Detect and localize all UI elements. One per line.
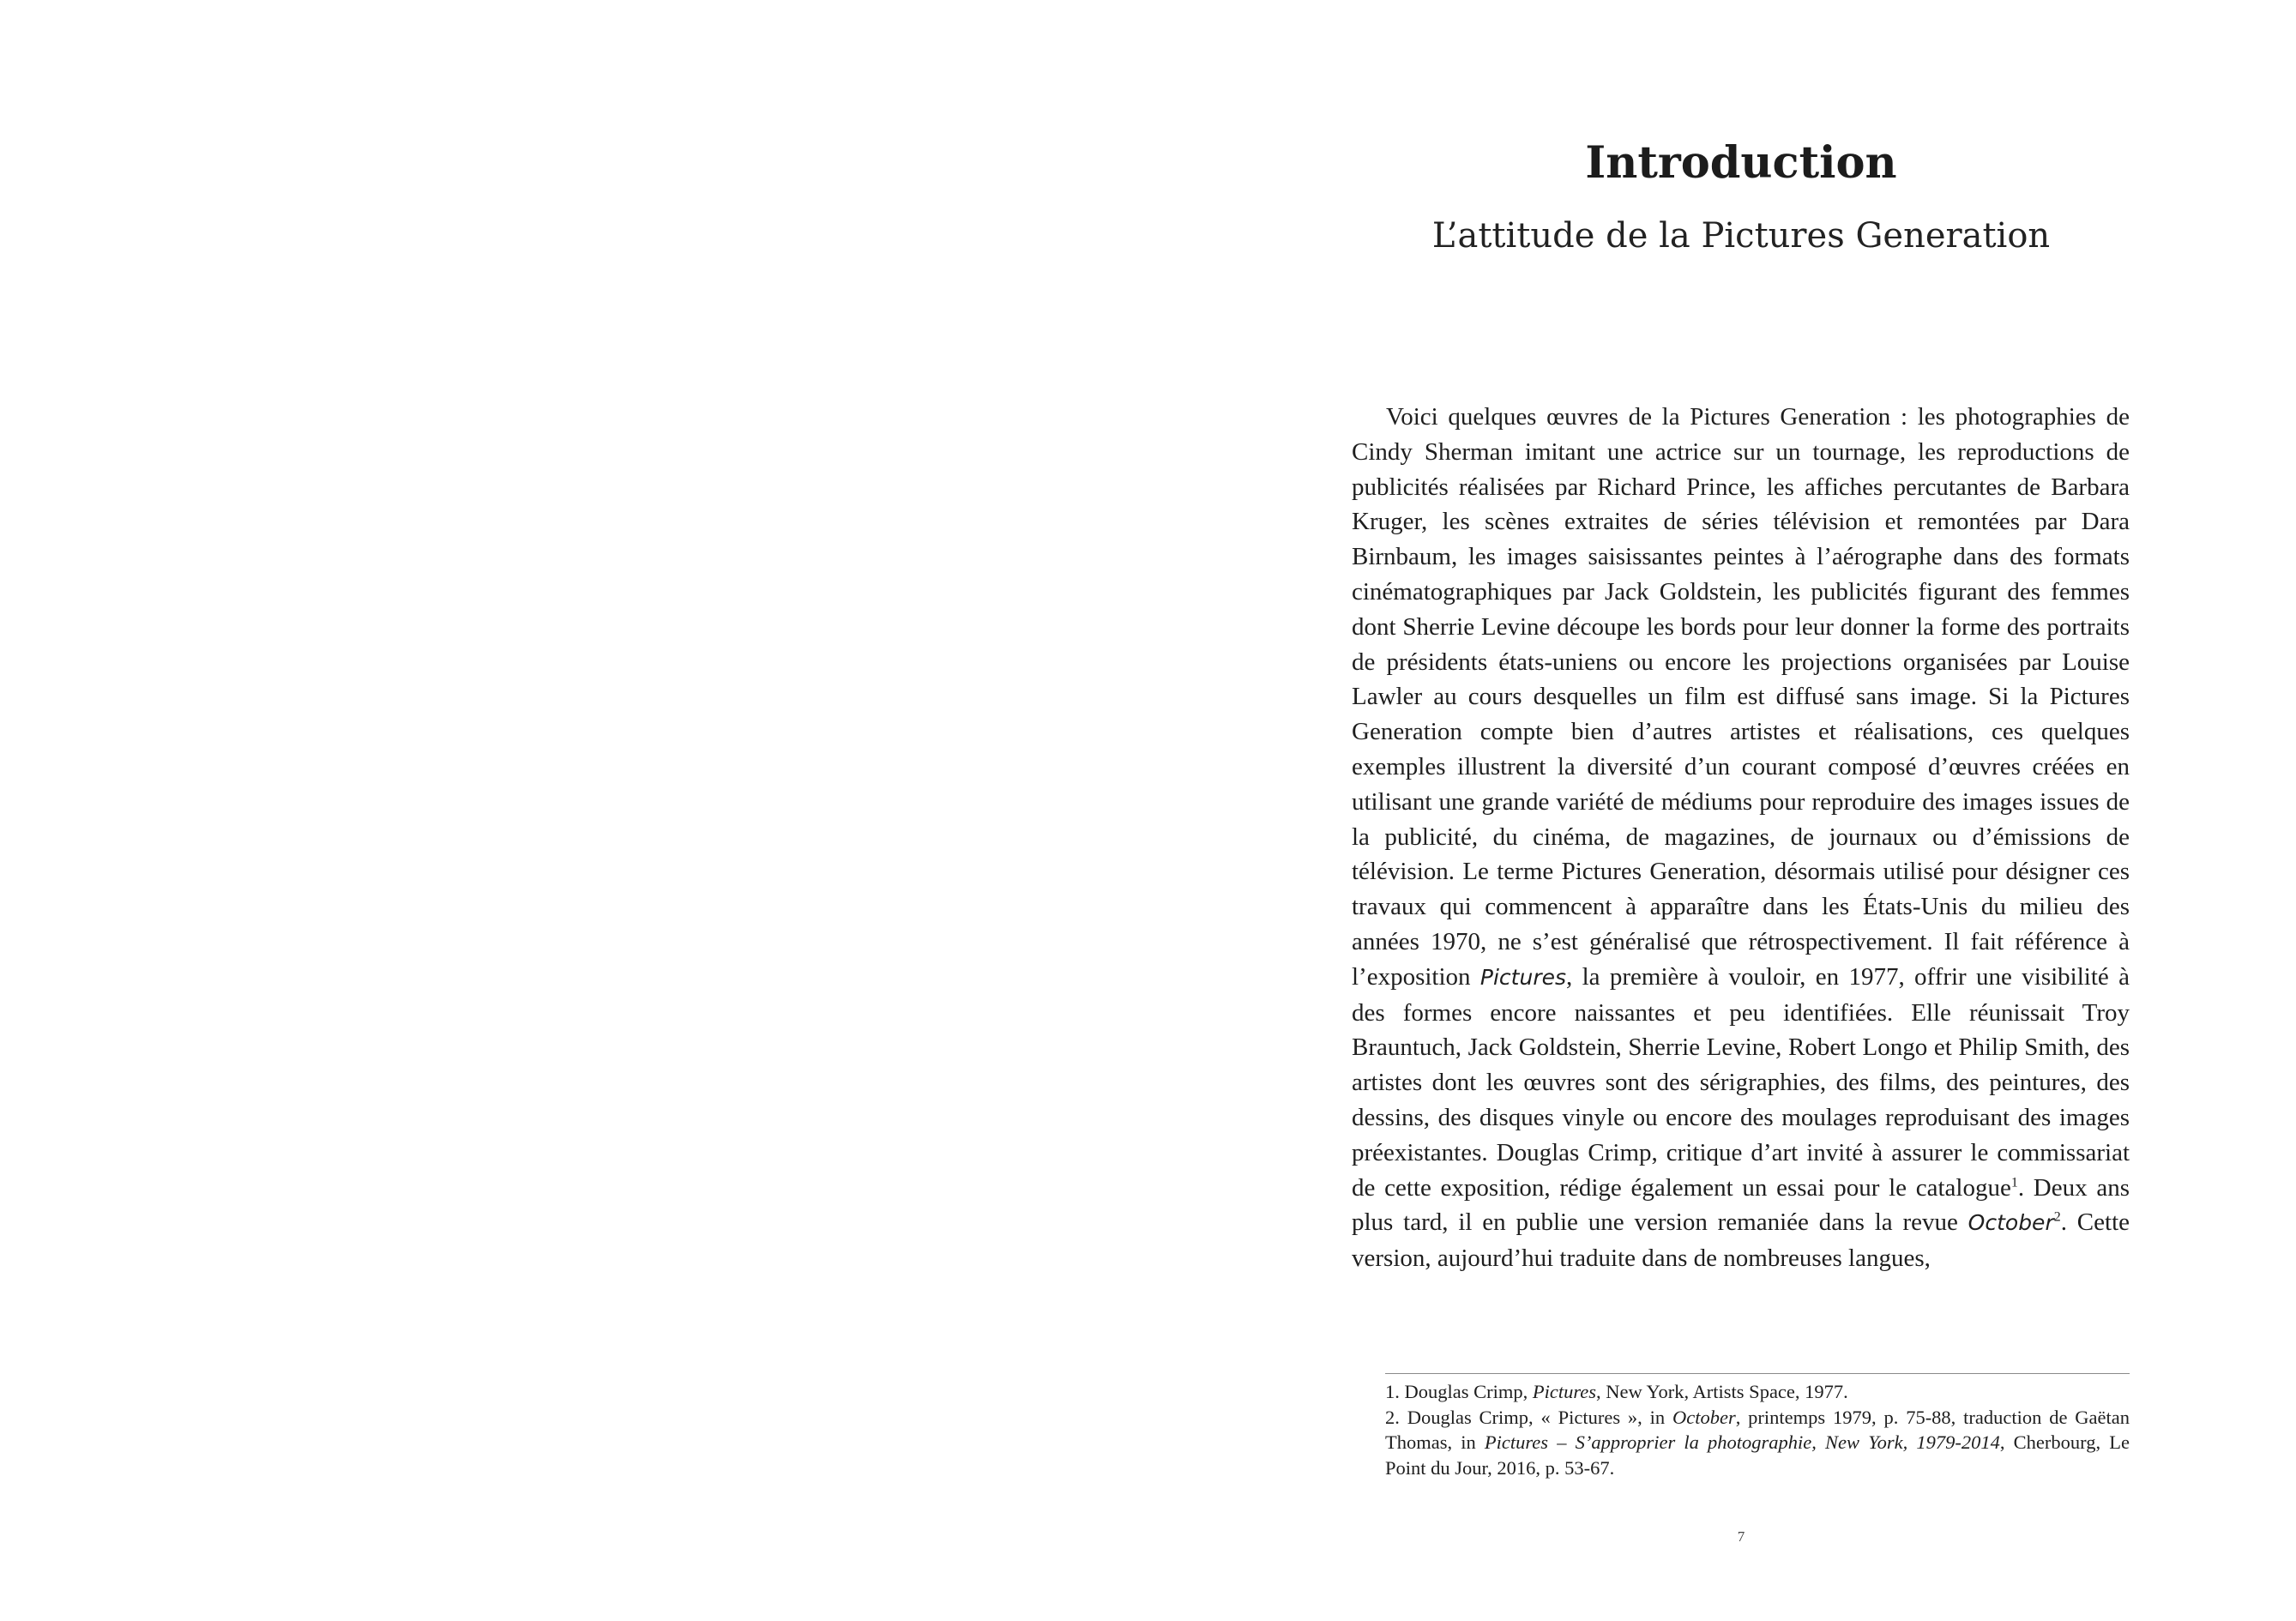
footnote-italic: October — [1672, 1406, 1736, 1428]
footnote-text: 1. Douglas Crimp, — [1385, 1381, 1533, 1402]
footnotes-list — [1385, 1379, 2130, 1480]
body-text-part: Voici quelques œuvres de la Pictures Generation : les photographies de Cindy Sherman imitant une actrice sur un tournage, les reproductions de publicités réalisées par Richard Prince, les affiches percutantes de Barbara Kruger, les scènes extraites de séries télévision et remontées par Dara Birnbaum, les images saisissantes peintes à l’aérographe dans des formats cinématographiques par Jack Goldstein, les publicités figurant des femmes dont Sherrie Levine découpe les bords pour leur donner la forme des portraits de présidents états-uniens ou encore les projections organisées par Louise Lawler au cours desquelles un film est diffusé sans image. Si la Pictures Generation compte bien d’autres artistes et réalisations, ces quelques exemples illustrent la diversité d’un courant composé d’œuvres créées en utilisant une grande variété de médiums pour reproduire des images issues de la publicité, du cinéma, de magazines, de journaux ou d’émissions de télévision. Le terme Pictures Generation, désormais utilisé pour désigner ces travaux qui commencent à apparaître dans les États-Unis du milieu des années 1970, ne s’est généralisé que rétrospectivement. Il fait référence à l’exposition — [1352, 403, 2130, 991]
chapter-subtitle: L’attitude de la Pictures Generation — [1431, 216, 2051, 256]
italic-title-pictures: Pictures — [1479, 964, 1567, 990]
footnote-reference[interactable]: 2 — [2053, 1209, 2061, 1225]
body-text-part: . Deux ans plus tard, il en publie une version remaniée dans la revue — [1352, 1173, 2130, 1237]
footnote-item — [1385, 1405, 2130, 1481]
footnote-text: , printemps 1979, p. 75-88, traduction de Gaëtan Thomas, in — [1385, 1406, 2130, 1453]
footnote-italic: Pictures — [1532, 1381, 1597, 1402]
chapter-title: Introduction — [1585, 137, 1897, 189]
page-number: 7 — [1737, 1528, 1745, 1545]
body-text-part: , la première à vouloir, en 1977, offrir une visibilité à des formes encore naissantes et peu identifiées. Elle réunissait Troy Brauntuch, Jack Goldstein, Sherrie Levine, Robert Longo et Philip Smith, des artistes dont les œuvres sont des sérigraphies, des films, des peintures, des dessins, des disques vinyle ou encore des moulages reproduisant des images préexistantes. Douglas Crimp, critique d’art invité à assurer le commissariat de cette exposition, rédige également un essai pour le catalogue — [1352, 962, 2130, 1202]
footnote-italic: Pictures – S’approprier la photographie, New York, 1979-2014 — [1484, 1431, 2000, 1453]
body-paragraph — [1352, 400, 2130, 1276]
footnote-text: 2. Douglas Crimp, « Pictures », in — [1385, 1406, 1672, 1428]
footnote-text: , Cherbourg, Le Point du Jour, 2016, p. 53-67. — [1385, 1431, 2130, 1479]
footnote-divider — [1385, 1373, 2130, 1374]
footnote-reference[interactable]: 1 — [2010, 1174, 2018, 1190]
body-text-part: . Cette version, aujourd’hui traduite dans de nombreuses langues, — [1352, 1208, 2130, 1273]
footnote-item — [1385, 1379, 2130, 1405]
footnote-text: , New York, Artists Space, 1977. — [1596, 1381, 1848, 1402]
italic-title-october: October — [1968, 1210, 2054, 1236]
